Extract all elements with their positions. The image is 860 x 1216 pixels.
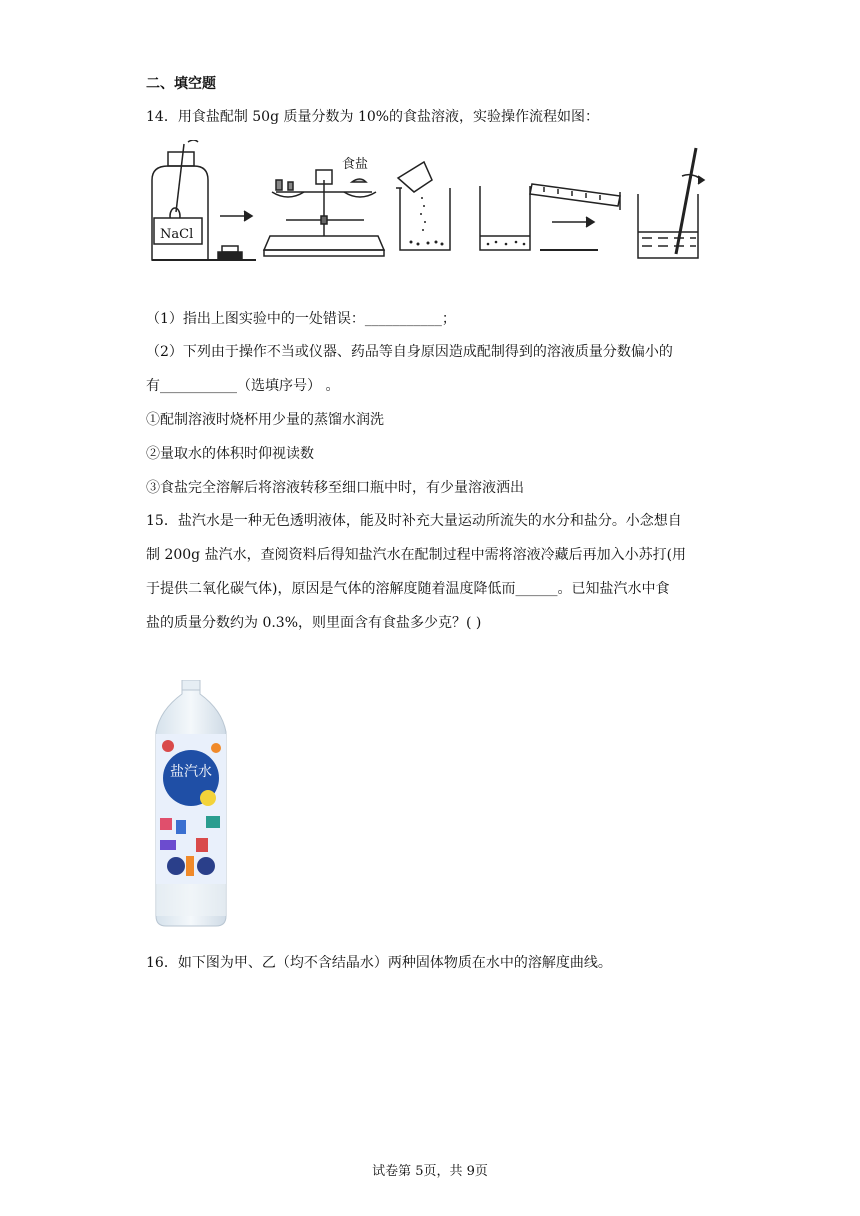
q14-option-3: ③食盐完全溶解后将溶液转移至细口瓶中时，有少量溶液洒出 <box>146 480 524 496</box>
salt-label: 食盐 <box>342 157 369 172</box>
q16-stem: 16．如下图为甲、乙（均不含结晶水）两种固体物质在水中的溶解度曲线。 <box>146 955 612 971</box>
page-footer: 试卷第 5页，共 9页 <box>372 1164 488 1179</box>
q14-part1: （1）指出上图实验中的一处错误：___________； <box>146 311 456 327</box>
q15-line-2: 制 200g 盐汽水，查阅资料后得知盐汽水在配制过程中需将溶液冷藏后再加入小苏打(用 <box>146 547 687 563</box>
beaker-pouring-icon <box>396 162 450 250</box>
q15-line-4: 盐的质量分数约为 0.3%，则里面含有食盐多少克？( ) <box>146 615 482 631</box>
section-title: 二、填空题 <box>146 76 216 92</box>
beaker-stirring-icon <box>638 148 704 258</box>
balance-scale-icon <box>264 170 384 256</box>
q14-option-2: ②量取水的体积时仰视读数 <box>146 446 314 462</box>
salt-soda-bottle-image <box>146 680 236 930</box>
graduated-cylinder-pouring-icon <box>480 184 620 250</box>
q14-stem: 14．用食盐配制 50g 质量分数为 10%的食盐溶液，实验操作流程如图： <box>146 109 600 125</box>
q14-part2-line1: （2）下列由于操作不当或仪器、药品等自身原因造成配制得到的溶液质量分数偏小的 <box>146 344 673 360</box>
bottle-brand-text: 盐汽水 <box>170 764 212 780</box>
q14-option-1: ①配制溶液时烧杯用少量的蒸馏水润洗 <box>146 412 384 428</box>
q14-part2-line2: 有___________（选填序号） 。 <box>146 378 340 394</box>
reagent-bottle-icon <box>152 140 256 260</box>
bottle-label: NaCl <box>160 227 194 242</box>
q15-line-1: 15．盐汽水是一种无色透明液体，能及时补充大量运动所流失的水分和盐分。小念想自 <box>146 513 682 529</box>
q15-line-3: 于提供二氧化碳气体)，原因是气体的溶解度随着温度降低而______。已知盐汽水中食 <box>146 581 670 597</box>
q14-experiment-figure <box>146 140 726 270</box>
arrow-icon <box>220 211 252 221</box>
